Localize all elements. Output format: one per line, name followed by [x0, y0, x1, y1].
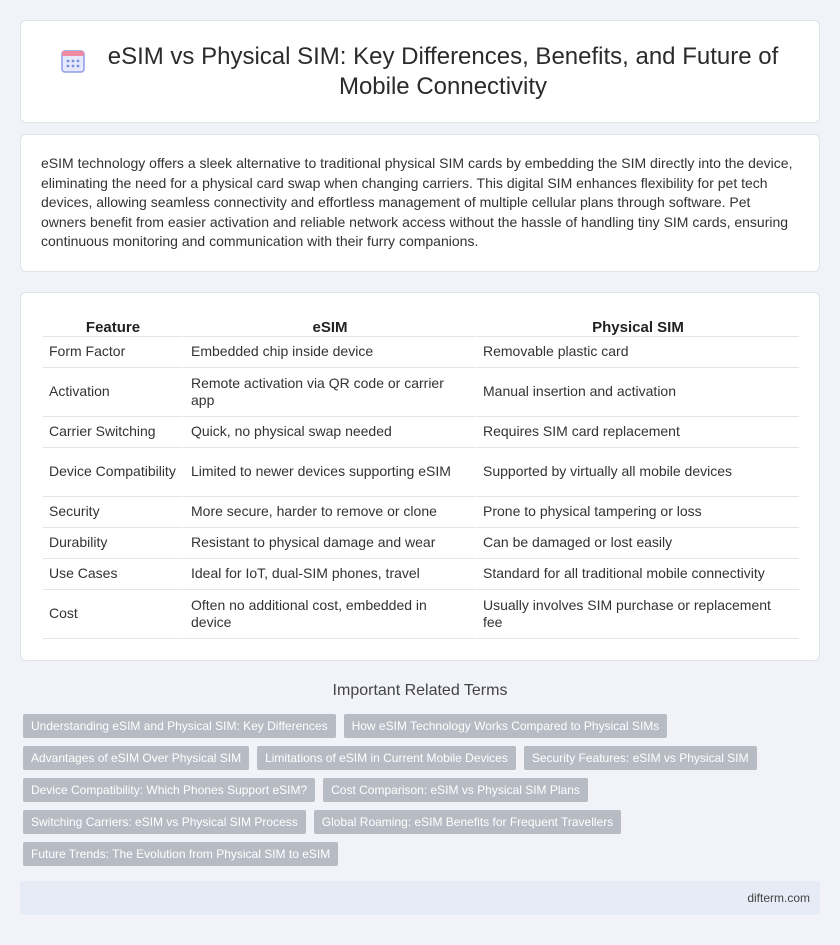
table-cell: Removable plastic card	[475, 337, 799, 368]
table-cell: Limited to newer devices supporting eSIM	[183, 448, 475, 497]
table-cell: Embedded chip inside device	[183, 337, 475, 368]
table-row	[43, 448, 799, 497]
table-row	[43, 528, 799, 559]
related-terms-list	[23, 714, 823, 874]
related-terms-heading: Important Related Terms	[332, 682, 508, 699]
table-row	[43, 337, 799, 368]
table-cell: Ideal for IoT, dual-SIM phones, travel	[183, 559, 475, 590]
related-term-link[interactable]: Switching Carriers: eSIM vs Physical SIM Process	[23, 810, 306, 834]
footer	[20, 881, 820, 915]
calendar-grid-icon	[60, 48, 86, 74]
column-header-feature: Feature	[43, 313, 183, 337]
table-cell: Remote activation via QR code or carrier app	[183, 368, 475, 417]
table-cell: Carrier Switching	[43, 417, 183, 448]
related-term-link[interactable]: Limitations of eSIM in Current Mobile Devices	[257, 746, 516, 770]
tag-row	[23, 842, 823, 866]
column-header-esim: eSIM	[183, 313, 475, 337]
table-cell: Manual insertion and activation	[475, 368, 799, 417]
tag-row	[23, 714, 823, 738]
related-term-link[interactable]: Understanding eSIM and Physical SIM: Key Differences	[23, 714, 336, 738]
table-cell: Standard for all traditional mobile connectivity	[475, 559, 799, 590]
page-title: eSIM vs Physical SIM: Key Differences, Benefits, and Future of Mobile Connectivity	[107, 42, 779, 100]
column-header-physical-sim: Physical SIM	[475, 313, 799, 337]
table-cell: Requires SIM card replacement	[475, 417, 799, 448]
intro-text: eSIM technology offers a sleek alternative to traditional physical SIM cards by embedding the SIM directly into the device, eliminating the need for a physical card swap when changing carriers. This digital SIM enhances flexibility for pet tech devices, allowing seamless connectivity and effortless management of multiple cellular plans through software. Pet owners benefit from easier activation and reliable network access without the hassle of handling tiny SIM cards, ensuring continuous monitoring and communication with their furry companions.	[41, 155, 793, 249]
table-row	[43, 590, 799, 639]
table-cell: Use Cases	[43, 559, 183, 590]
table-cell: Can be damaged or lost easily	[475, 528, 799, 559]
header-card	[20, 20, 820, 123]
footer-site-name: difterm.com	[747, 891, 810, 905]
comparison-table	[43, 313, 799, 639]
related-term-link[interactable]: How eSIM Technology Works Compared to Physical SIMs	[344, 714, 668, 738]
tag-row	[23, 778, 823, 802]
table-cell: Durability	[43, 528, 183, 559]
table-cell: Prone to physical tampering or loss	[475, 497, 799, 528]
table-cell: Often no additional cost, embedded in device	[183, 590, 475, 639]
table-cell: Quick, no physical swap needed	[183, 417, 475, 448]
table-row	[43, 559, 799, 590]
tag-row	[23, 746, 823, 770]
table-cell: Activation	[43, 368, 183, 417]
related-term-link[interactable]: Future Trends: The Evolution from Physical SIM to eSIM	[23, 842, 338, 866]
related-term-link[interactable]: Advantages of eSIM Over Physical SIM	[23, 746, 249, 770]
table-cell: More secure, harder to remove or clone	[183, 497, 475, 528]
table-cell: Cost	[43, 590, 183, 639]
related-term-link[interactable]: Device Compatibility: Which Phones Support eSIM?	[23, 778, 315, 802]
comparison-table-card	[20, 292, 820, 661]
table-row	[43, 497, 799, 528]
table-cell: Usually involves SIM purchase or replacement fee	[475, 590, 799, 639]
table-cell: Supported by virtually all mobile devices	[475, 448, 799, 497]
related-term-link[interactable]: Global Roaming: eSIM Benefits for Frequent Travellers	[314, 810, 621, 834]
related-term-link[interactable]: Cost Comparison: eSIM vs Physical SIM Plans	[323, 778, 588, 802]
table-row	[43, 417, 799, 448]
table-row	[43, 368, 799, 417]
table-cell: Resistant to physical damage and wear	[183, 528, 475, 559]
table-cell: Device Compatibility	[43, 448, 183, 497]
tag-row	[23, 810, 823, 834]
table-cell: Form Factor	[43, 337, 183, 368]
related-term-link[interactable]: Security Features: eSIM vs Physical SIM	[524, 746, 757, 770]
intro-card	[20, 134, 820, 272]
table-cell: Security	[43, 497, 183, 528]
